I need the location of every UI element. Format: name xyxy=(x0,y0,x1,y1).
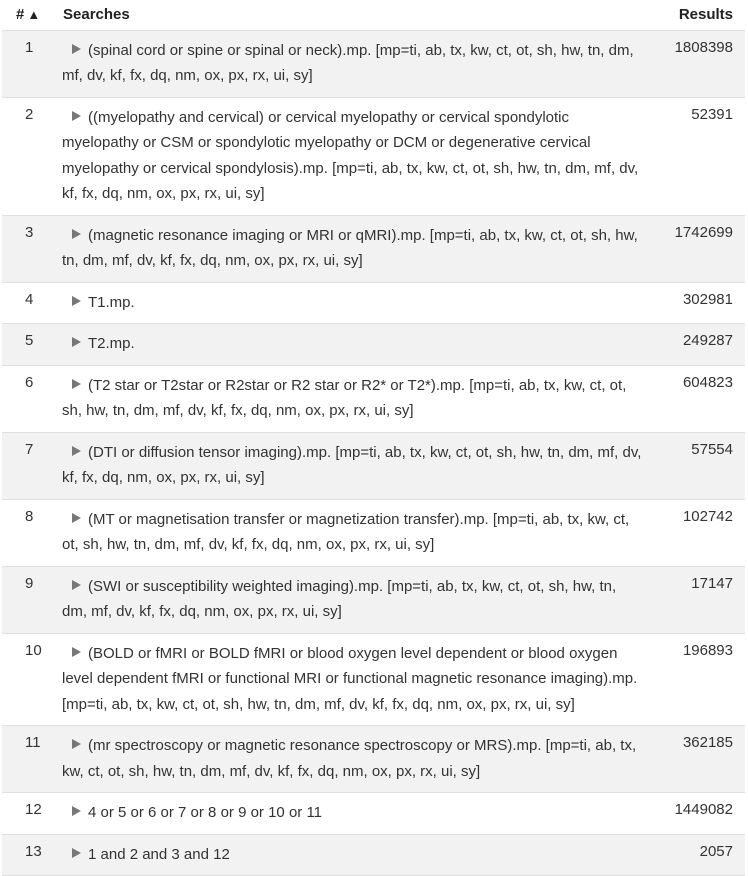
search-query-text: (T2 star or T2star or R2star or R2 star or R2* or T2*).mp. [mp=ti, ab, tx, kw, ct, ot, sh, hw, tn, dm, mf, dv, kf, fx, dq, nm, ox, px, rx, ui, sy] xyxy=(62,376,627,419)
expand-triangle-icon[interactable] xyxy=(72,337,81,347)
search-results-count[interactable]: 604823 xyxy=(652,365,745,432)
table-row-8 xyxy=(2,499,745,566)
search-number: 12 xyxy=(2,793,62,835)
search-number: 1 xyxy=(2,30,62,97)
search-results-count[interactable]: 196893 xyxy=(652,633,745,726)
search-query-text: (spinal cord or spine or spinal or neck).mp. [mp=ti, ab, tx, kw, ct, ot, sh, hw, tn, dm, mf, dv, kf, fx, dq, nm, ox, px, rx, ui, sy] xyxy=(62,41,634,84)
search-query-text: 4 or 5 or 6 or 7 or 8 or 9 or 10 or 11 xyxy=(88,804,323,821)
table-row-3 xyxy=(2,215,745,282)
search-history-table xyxy=(2,0,745,876)
table-row-9 xyxy=(2,566,745,633)
search-cell xyxy=(62,499,652,566)
search-query-text: (MT or magnetisation transfer or magnetization transfer).mp. [mp=ti, ab, tx, kw, ct, ot, sh, hw, tn, dm, mf, dv, kf, fx, dq, nm, ox, px, rx, ui, sy] xyxy=(62,510,630,553)
column-header-results xyxy=(652,0,745,30)
search-query-text: (magnetic resonance imaging or MRI or qMRI).mp. [mp=ti, ab, tx, kw, ct, ot, sh, hw, tn, dm, mf, dv, kf, fx, dq, nm, ox, px, rx, ui, sy] xyxy=(62,226,638,269)
search-results-count[interactable]: 1808398 xyxy=(652,30,745,97)
expand-triangle-icon[interactable] xyxy=(72,379,81,389)
search-results-count[interactable]: 102742 xyxy=(652,499,745,566)
search-results-count[interactable]: 57554 xyxy=(652,432,745,499)
search-number: 11 xyxy=(2,726,62,793)
search-results-count[interactable]: 362185 xyxy=(652,726,745,793)
search-cell xyxy=(62,726,652,793)
search-results-count[interactable]: 1742699 xyxy=(652,215,745,282)
search-query-text: (DTI or diffusion tensor imaging).mp. [mp=ti, ab, tx, kw, ct, ot, sh, hw, tn, dm, mf, dv, kf, fx, dq, nm, ox, px, rx, ui, sy] xyxy=(62,443,642,486)
table-row-13 xyxy=(2,834,745,876)
search-number: 13 xyxy=(2,834,62,876)
table-row-12 xyxy=(2,793,745,835)
column-header-results-label: Results xyxy=(678,6,733,23)
sort-ascending-icon[interactable]: ▲ xyxy=(27,7,41,22)
search-number: 2 xyxy=(2,97,62,215)
table-row-6 xyxy=(2,365,745,432)
search-results-count[interactable]: 249287 xyxy=(652,324,745,366)
search-number: 5 xyxy=(2,324,62,366)
search-query-text: (mr spectroscopy or magnetic resonance spectroscopy or MRS).mp. [mp=ti, ab, tx, kw, ct, ot, sh, hw, tn, dm, mf, dv, kf, fx, dq, nm, ox, px, rx, ui, sy] xyxy=(62,737,637,780)
search-number: 6 xyxy=(2,365,62,432)
search-cell xyxy=(62,633,652,726)
search-query-text: T1.mp. xyxy=(88,293,135,311)
search-number: 10 xyxy=(2,633,62,726)
table-header-row xyxy=(2,0,745,30)
search-results-count[interactable]: 17147 xyxy=(652,566,745,633)
search-cell xyxy=(62,566,652,633)
search-results-count[interactable]: 2057 xyxy=(652,834,745,876)
table-row-4 xyxy=(2,282,745,324)
search-cell xyxy=(62,432,652,499)
search-query-text: (SWI or susceptibility weighted imaging).mp. [mp=ti, ab, tx, kw, ct, ot, sh, hw, tn, dm, mf, dv, kf, fx, dq, nm, ox, px, rx, ui, sy] xyxy=(62,577,617,620)
search-number: 4 xyxy=(2,282,62,324)
search-results-count[interactable]: 302981 xyxy=(652,282,745,324)
search-results-count[interactable]: 52391 xyxy=(652,97,745,215)
search-cell xyxy=(62,30,652,97)
search-cell xyxy=(62,282,652,324)
expand-triangle-icon[interactable] xyxy=(72,229,81,239)
search-query-text: T2.mp. xyxy=(88,335,135,352)
table-row-2 xyxy=(2,97,745,215)
search-number: 3 xyxy=(2,215,62,282)
expand-triangle-icon[interactable] xyxy=(72,513,81,523)
search-results-count[interactable]: 1449082 xyxy=(652,793,745,835)
table-row-7 xyxy=(2,432,745,499)
search-cell xyxy=(62,365,652,432)
search-query-text: (BOLD or fMRI or BOLD fMRI or blood oxygen level dependent or blood oxygen level dependent fMRI or functional MRI or functional magnetic resonance imaging).mp. [mp=ti, ab, tx, kw, ct, ot, sh, hw, tn, dm, mf, dv, kf, fx, dq, nm, ox, px, rx, ui, sy] xyxy=(62,644,638,713)
expand-triangle-icon[interactable] xyxy=(72,111,81,121)
table-row-10 xyxy=(2,633,745,726)
search-number: 7 xyxy=(2,432,62,499)
search-cell xyxy=(62,834,652,876)
table-row-1 xyxy=(2,30,745,97)
expand-triangle-icon[interactable] xyxy=(72,806,81,816)
expand-triangle-icon[interactable] xyxy=(72,580,81,590)
column-header-number-label: # xyxy=(16,6,25,23)
expand-triangle-icon[interactable] xyxy=(72,446,81,456)
expand-triangle-icon[interactable] xyxy=(72,848,81,858)
search-query-text: 1 and 2 and 3 and 12 xyxy=(88,845,230,863)
column-header-number[interactable] xyxy=(2,0,62,30)
search-cell xyxy=(62,215,652,282)
table-row-5 xyxy=(2,324,745,366)
expand-triangle-icon[interactable] xyxy=(72,44,81,54)
table-row-11 xyxy=(2,726,745,793)
column-header-searches xyxy=(62,0,652,30)
search-cell xyxy=(62,324,652,366)
search-cell xyxy=(62,97,652,215)
expand-triangle-icon[interactable] xyxy=(72,296,81,306)
column-header-searches-label: Searches xyxy=(63,6,130,23)
search-number: 9 xyxy=(2,566,62,633)
search-cell xyxy=(62,793,652,835)
expand-triangle-icon[interactable] xyxy=(72,739,81,749)
expand-triangle-icon[interactable] xyxy=(72,647,81,657)
search-query-text: ((myelopathy and cervical) or cervical myelopathy or cervical spondylotic myelopathy or CSM or spondylotic myelopathy or DCM or degenerative cervical myelopathy or cervical spondylosis).mp. [mp=ti, ab, tx, kw, ct, ot, sh, hw, tn, dm, mf, dv, kf, fx, dq, nm, ox, px, rx, ui, sy] xyxy=(62,108,639,202)
search-number: 8 xyxy=(2,499,62,566)
search-rows xyxy=(2,30,745,876)
